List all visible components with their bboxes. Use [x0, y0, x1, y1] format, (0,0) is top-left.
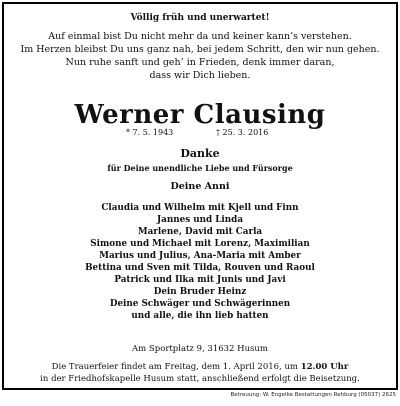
family-line: Marius und Julius, Ana-Maria mit Amber [99, 251, 301, 261]
address: Am Sportplatz 9, 31632 Husum [132, 344, 268, 354]
ceremony-text: Die Trauerfeier findet am Freitag, dem 1. April 2016, um [51, 362, 301, 372]
poem-line: Im Herzen bleibst Du uns ganz nah, bei jedem Schritt, den wir nun gehen. [20, 44, 380, 55]
family-line: Dein Bruder Heinz [153, 287, 247, 297]
family-line: Patrick und Ilka mit Junis und Javi [114, 275, 286, 285]
ceremony-line-1 [4, 361, 396, 373]
family-line: Claudia und Wilhelm mit Kjell und Finn [101, 203, 299, 213]
poem [4, 30, 396, 82]
poem-line: Auf einmal bist Du nicht mehr da und keiner kann’s verstehen. [48, 31, 352, 42]
thanks-title: Danke [180, 147, 220, 160]
family-list [4, 202, 396, 322]
thanks-text: für Deine unendliche Liebe und Fürsorge [107, 163, 293, 173]
death-date: † 25. 3. 2016 [216, 128, 269, 137]
ceremony-info [4, 361, 396, 385]
poem-line: dass wir Dich lieben. [149, 70, 251, 81]
ceremony-line-2: in der Friedhofskapelle Husum statt, anschließend erfolgt die Beisetzung. [40, 374, 360, 384]
signed-by: Deine Anni [170, 181, 230, 192]
family-line: Jannes und Linda [156, 215, 244, 225]
family-line: Simone und Michael mit Lorenz, Maximilian [90, 239, 310, 249]
headline: Völlig früh und unerwartet! [130, 13, 270, 23]
family-line: Deine Schwäger und Schwägerinnen [109, 299, 291, 309]
family-line: Marlene, David mit Carla [137, 227, 263, 237]
birth-date: * 7. 5. 1943 [126, 128, 174, 137]
obituary-notice [2, 2, 398, 390]
family-line: und alle, die ihn lieb hatten [131, 311, 269, 321]
funeral-home-credit: Betreuung: W. Engelke Bestattungen Rehburg (05037) 2625 [230, 392, 396, 398]
deceased-name: Werner Clausing [74, 100, 326, 130]
ceremony-time: 12.00 Uhr [300, 362, 349, 372]
poem-line: Nun ruhe sanft und geh’ in Frieden, denk immer daran, [65, 57, 335, 68]
life-dates [4, 128, 396, 140]
family-line: Bettina und Sven mit Tilda, Rouven und Raoul [85, 263, 315, 273]
